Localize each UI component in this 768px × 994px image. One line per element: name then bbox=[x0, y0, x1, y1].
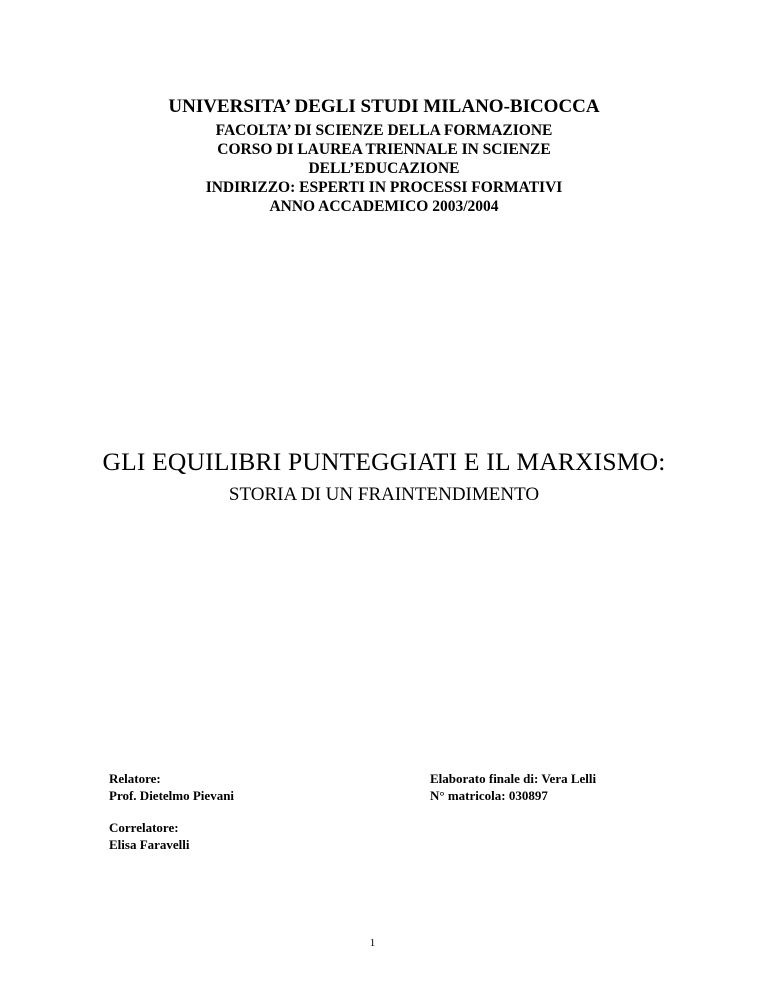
page-number: 1 bbox=[369, 937, 376, 949]
thesis-title: GLI EQUILIBRI PUNTEGGIATI E IL MARXISMO: bbox=[102, 447, 666, 476]
author-matricola: N° matricola: 030897 bbox=[430, 787, 548, 803]
academic-year-line: ANNO ACCADEMICO 2003/2004 bbox=[269, 198, 499, 215]
supervisor-label: Relatore: bbox=[109, 771, 161, 786]
thesis-subtitle: STORIA DI UN FRAINTENDIMENTO bbox=[228, 484, 540, 505]
degree-course-line: CORSO DI LAUREA TRIENNALE IN SCIENZE bbox=[217, 141, 551, 158]
supervisor-block bbox=[109, 771, 234, 804]
specialization-line: INDIRIZZO: ESPERTI IN PROCESSI FORMATIVI bbox=[205, 179, 563, 196]
supervisor-name: Prof. Dietelmo Pievani bbox=[109, 787, 235, 803]
author-label: Elaborato finale di: Vera Lelli bbox=[430, 771, 597, 786]
university-name: UNIVERSITA’ DEGLI STUDI MILANO-BICOCCA bbox=[168, 96, 600, 117]
co-supervisor-label: Correlatore: bbox=[109, 820, 179, 835]
co-supervisor-name: Elisa Faravelli bbox=[109, 836, 190, 852]
faculty-line: FACOLTA’ DI SCIENZE DELLA FORMAZIONE bbox=[215, 122, 553, 139]
author-block bbox=[430, 771, 596, 804]
degree-course-line-continued: DELL’EDUCAZIONE bbox=[308, 160, 460, 177]
faculty-header bbox=[0, 121, 768, 216]
co-supervisor-block bbox=[109, 820, 190, 853]
